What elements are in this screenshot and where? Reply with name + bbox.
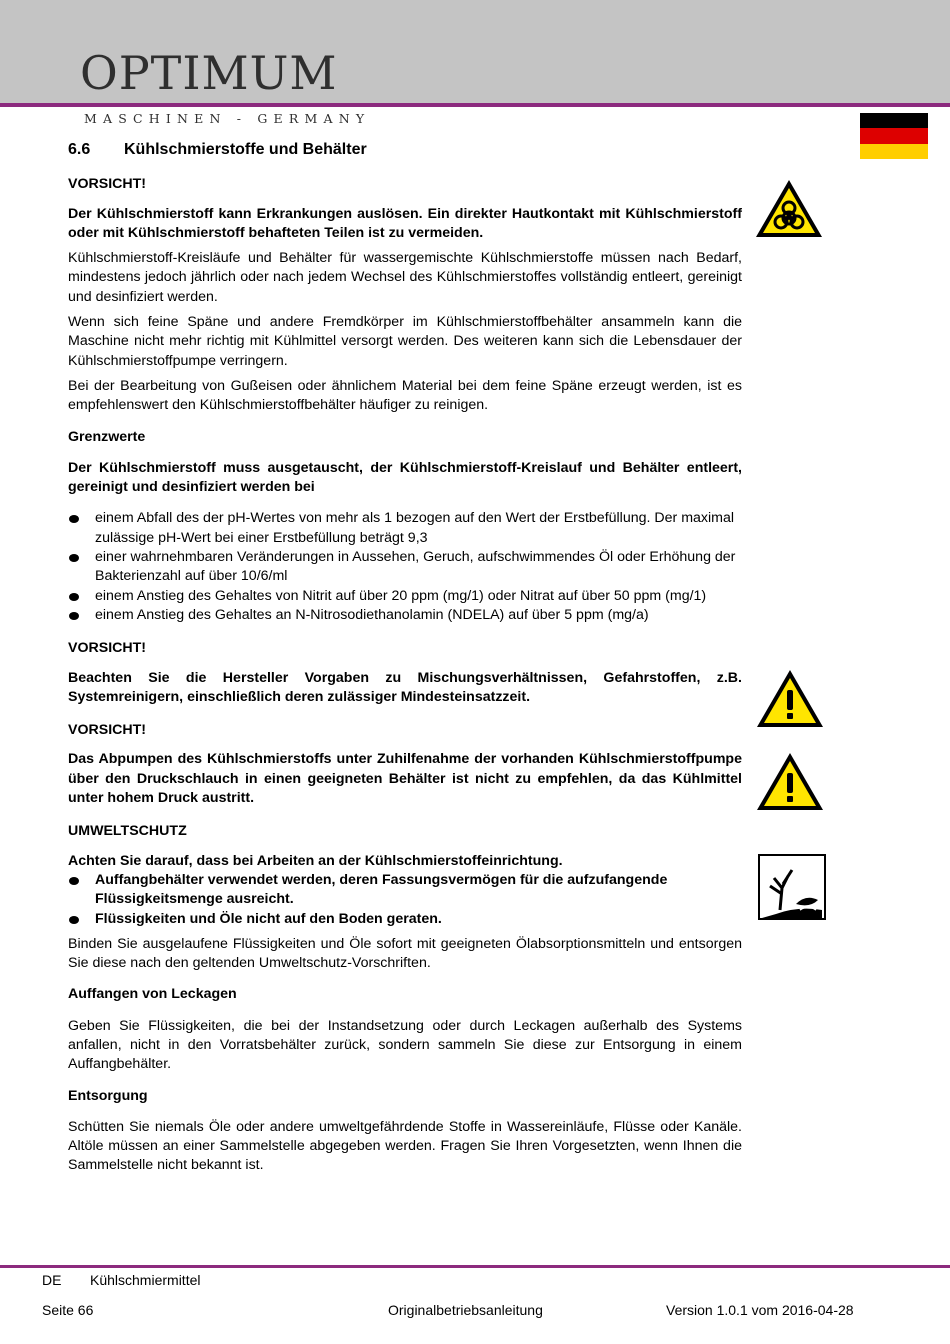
section-heading: Kühlschmierstoffe und Behälter xyxy=(124,141,367,158)
flag-stripe-gold xyxy=(860,144,928,159)
caution-label: VORSICHT! xyxy=(68,722,147,739)
header-divider xyxy=(0,103,950,107)
caution-text: Der Kühlschmierstoff kann Erkrankungen auslösen. Ein direkter Hautkontakt mit Kühlschmierstoff oder mit Kühlschmierstoff behafteten Teilen ist zu vermeiden. xyxy=(68,205,742,241)
main-content xyxy=(68,140,742,1176)
list-item: einem Abfall des der pH-Wertes von mehr als 1 bezogen auf den Wert der Erstbefüllung. Der maximal zulässige pH-Wert bei einer Erstbefüllung beträgt 9,3 xyxy=(68,509,742,548)
german-flag-icon xyxy=(860,113,928,159)
environment-intro: Achten Sie darauf, dass bei Arbeiten an der Kühlschmierstoffeinrichtung. xyxy=(68,852,563,869)
footer-version: Version 1.0.1 vom 2016-04-28 xyxy=(666,1302,854,1318)
list-item: einem Anstieg des Gehaltes von Nitrit auf über 20 ppm (mg/1) oder Nitrat auf über 50 ppm (mg/1) xyxy=(68,587,742,606)
disposal-text: Schütten Sie niemals Öle oder andere umweltgefährdende Stoffe in Wassereinläufe, Flüsse oder Kanäle. Altöle müssen an einer Sammelstelle abgegeben werden. Fragen Sie Ihren Vorgesetzten, wenn Ihnen die Sammelstelle nicht bekannt ist. xyxy=(68,1118,742,1174)
environment-hazard-icon xyxy=(758,854,826,920)
environment-list xyxy=(68,871,742,929)
caution-label: VORSICHT! xyxy=(68,176,147,193)
logo-wordmark: OPTIMUM xyxy=(80,46,338,100)
paragraph: Kühlschmierstoff-Kreisläufe und Behälter für wassergemischte Kühlschmierstoffe müssen nach Bedarf, mindestens jedoch jährlich oder nach jedem Wechsel des Kühlschmierstoffes vollständig entleert, gereinigt und desinfiziert werden. xyxy=(68,250,742,305)
paragraph: Wenn sich feine Späne und andere Fremdkörper im Kühlschmierstoffbehälter ansammeln kann die Maschine nicht mehr richtig mit Kühlmittel versorgt werden. Des weiteren kann sich die Lebensdauer der Kühlschmierstoffpumpe verringern. xyxy=(68,314,742,369)
warning-icon xyxy=(755,668,825,730)
section-title xyxy=(68,140,742,159)
flag-stripe-red xyxy=(860,128,928,143)
footer-document-type: Originalbetriebsanleitung xyxy=(388,1302,543,1318)
footer-chapter: Kühlschmiermittel xyxy=(90,1272,201,1288)
list-item: Auffangbehälter verwendet werden, deren Fassungsvermögen für die aufzufangende Flüssigkeitsmenge ausreicht. xyxy=(68,871,742,910)
footer-page-number: Seite 66 xyxy=(42,1302,94,1318)
leakage-heading: Auffangen von Leckagen xyxy=(68,986,237,1003)
environment-heading: UMWELTSCHUTZ xyxy=(68,823,187,840)
limits-list xyxy=(68,509,742,625)
list-item: einem Anstieg des Gehaltes an N-Nitrosodiethanolamin (NDELA) auf über 5 ppm (mg/a) xyxy=(68,606,742,625)
limits-heading: Grenzwerte xyxy=(68,428,146,445)
flag-stripe-black xyxy=(860,113,928,128)
list-item: Flüssigkeiten und Öle nicht auf den Boden geraten. xyxy=(68,910,742,929)
paragraph: Bei der Bearbeitung von Gußeisen oder ähnlichem Material bei dem feine Späne erzeugt werden, ist es empfehlenswert den Kühlschmierstoffbehälter häufiger zu reinigen. xyxy=(68,377,742,414)
logo-tagline: MASCHINEN - GERMANY xyxy=(84,111,371,126)
environment-text: Binden Sie ausgelaufene Flüssigkeiten und Öle sofort mit geeigneten Ölabsorptionsmitteln und entsorgen Sie diese nach den geltenden Umweltschutz-Vorschriften. xyxy=(68,935,742,972)
footer-language: DE xyxy=(42,1272,62,1288)
warning-icon xyxy=(755,751,825,813)
limits-intro: Der Kühlschmierstoff muss ausgetauscht, der Kühlschmierstoff-Kreislauf und Behälter entleert, gereinigt und desinfiziert werden bei xyxy=(68,459,742,496)
caution-text: Beachten Sie die Hersteller Vorgaben zu Mischungsverhältnissen, Gefahrstoffen, z.B. Systemreinigern, einschließlich deren zulässiger Mindesteinsatzzeit. xyxy=(68,669,742,705)
disposal-heading: Entsorgung xyxy=(68,1087,148,1104)
footer-divider xyxy=(0,1265,950,1268)
section-number: 6.6 xyxy=(68,141,91,158)
list-item: einer wahrnehmbaren Veränderungen in Aussehen, Geruch, aufschwimmendes Öl oder Erhöhung der Bakterienzahl auf über 10/6/ml xyxy=(68,548,742,587)
caution-label: VORSICHT! xyxy=(68,640,147,657)
caution-text: Das Abpumpen des Kühlschmierstoffs unter Zuhilfenahme der vorhanden Kühlschmierstoffpumpe über den Druckschlauch in einen geeigneten Behälter ist nicht zu empfehlen, da das Kühlmittel unter hohem Druck austritt. xyxy=(68,751,742,807)
biohazard-warning-icon xyxy=(754,178,824,240)
leakage-text: Geben Sie Flüssigkeiten, die bei der Instandsetzung oder durch Leckagen außerhalb des Systems anfallen, nicht in den Vorratsbehälter zurück, sondern sammeln Sie diese zur Entsorgung in einem Auffangbehälter. xyxy=(68,1017,742,1073)
